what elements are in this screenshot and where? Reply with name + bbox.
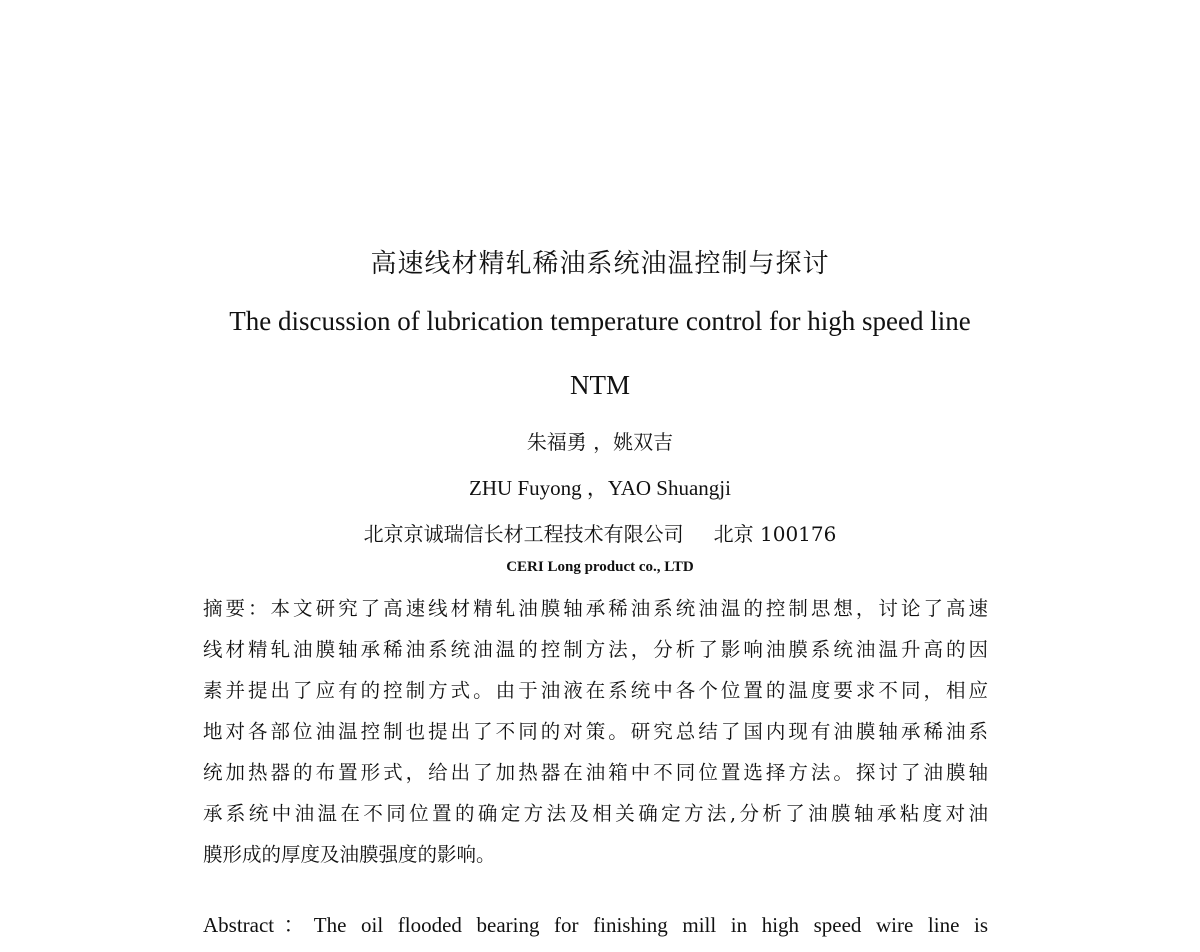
abstract-english: Abstract：The oil flooded bearing for finishing mill in high speed wire line is — [203, 913, 988, 937]
abstract-chinese-line: 摘要：本文研究了高速线材精轧油膜轴承稀油系统油温的控制思想，讨论了高速 — [203, 597, 988, 620]
affiliation-chinese — [0, 518, 1200, 547]
title-english-line-2: NTM — [570, 370, 630, 400]
authors-english: ZHU Fuyong ，YAO Shuangji — [469, 476, 731, 500]
abstract-chinese — [203, 588, 988, 875]
abstract-chinese-line: 承系统中油温在不同位置的确定方法及相关确定方法,分析了油膜轴承粘度对油 — [203, 802, 988, 825]
title-english-line-1: The discussion of lubrication temperature control for high speed line — [229, 306, 971, 336]
authors-chinese: 朱福勇 ，姚双吉 — [526, 430, 674, 454]
affiliation-city-postcode: 北京 100176 — [713, 522, 837, 546]
abstract-chinese-line: 地对各部位油温控制也提出了不同的对策。研究总结了国内现有油膜轴承稀油系 — [203, 720, 988, 743]
abstract-chinese-line: 统加热器的布置形式，给出了加热器在油箱中不同位置选择方法。探讨了油膜轴 — [203, 761, 988, 784]
abstract-chinese-line: 素并提出了应有的控制方式。由于油液在系统中各个位置的温度要求不同，相应 — [203, 679, 988, 702]
abstract-chinese-line: 线材精轧油膜轴承稀油系统油温的控制方法，分析了影响油膜系统油温升高的因 — [203, 638, 988, 661]
abstract-chinese-line: 膜形成的厚度及油膜强度的影响。 — [203, 843, 496, 866]
affiliation-english: CERI Long product co., LTD — [506, 559, 694, 575]
title-chinese: 高速线材精轧稀油系统油温控制与探讨 — [370, 249, 830, 279]
affiliation-name-chinese: 北京京诚瑞信长材工程技术有限公司 — [363, 522, 684, 546]
